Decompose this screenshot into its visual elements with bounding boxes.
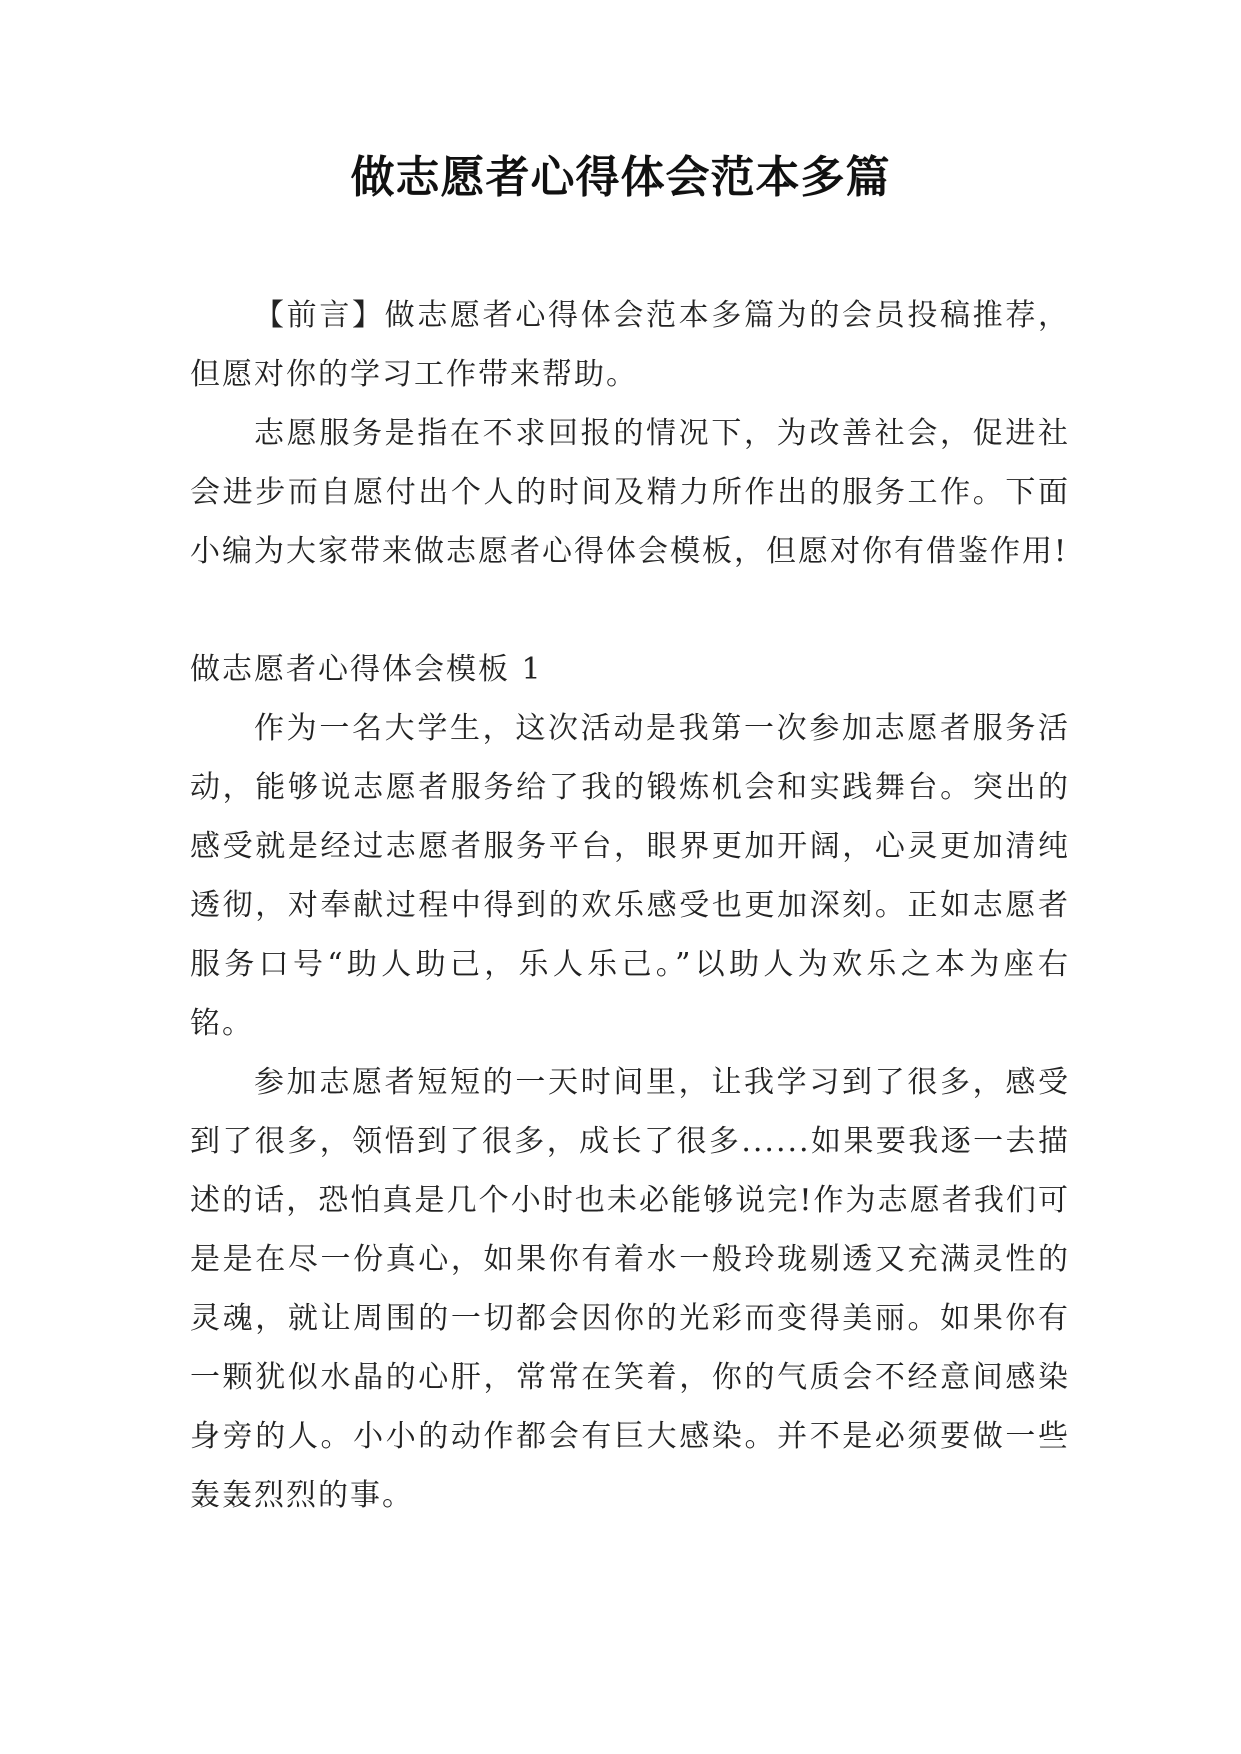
body-paragraph: 参加志愿者短短的一天时间里，让我学习到了很多，感受到了很多，领悟到了很多，成长了很多......如果要我逐一去描述的话，恐怕真是几个小时也未必能够说完!作为志愿者我们可是是在尽一份真心，如果你有着水一般玲珑剔透又充满灵性的灵魂，就让周围的一切都会因你的光彩而变得美丽。如果你有一颗犹似水晶的心肝，常常在笑着，你的气质会不经意间感染身旁的人。小小的动作都会有巨大感染。并不是必须要做一些轰轰烈烈的事。 — [190, 1065, 1070, 1513]
section-heading: 做志愿者心得体会模板 1 — [190, 652, 543, 687]
preface-paragraph: 【前言】做志愿者心得体会范本多篇为的会员投稿推荐，但愿对你的学习工作带来帮助。 — [190, 298, 1070, 392]
body-paragraph: 作为一名大学生，这次活动是我第一次参加志愿者服务活动，能够说志愿者服务给了我的锻炼机会和实践舞台。突出的感受就是经过志愿者服务平台，眼界更加开阔，心灵更加清纯透彻，对奉献过程中得到的欢乐感受也更加深刻。正如志愿者服务口号“助人助己，乐人乐己。”以助人为欢乐之本为座右铭。 — [190, 711, 1070, 1041]
document-title: 做志愿者心得体会范本多篇 — [350, 152, 891, 203]
document-body — [190, 286, 1070, 1525]
intro-paragraph: 志愿服务是指在不求回报的情况下，为改善社会，促进社会进步而自愿付出个人的时间及精力所作出的服务工作。下面小编为大家带来做志愿者心得体会模板，但愿对你有借鉴作用! — [190, 416, 1070, 569]
